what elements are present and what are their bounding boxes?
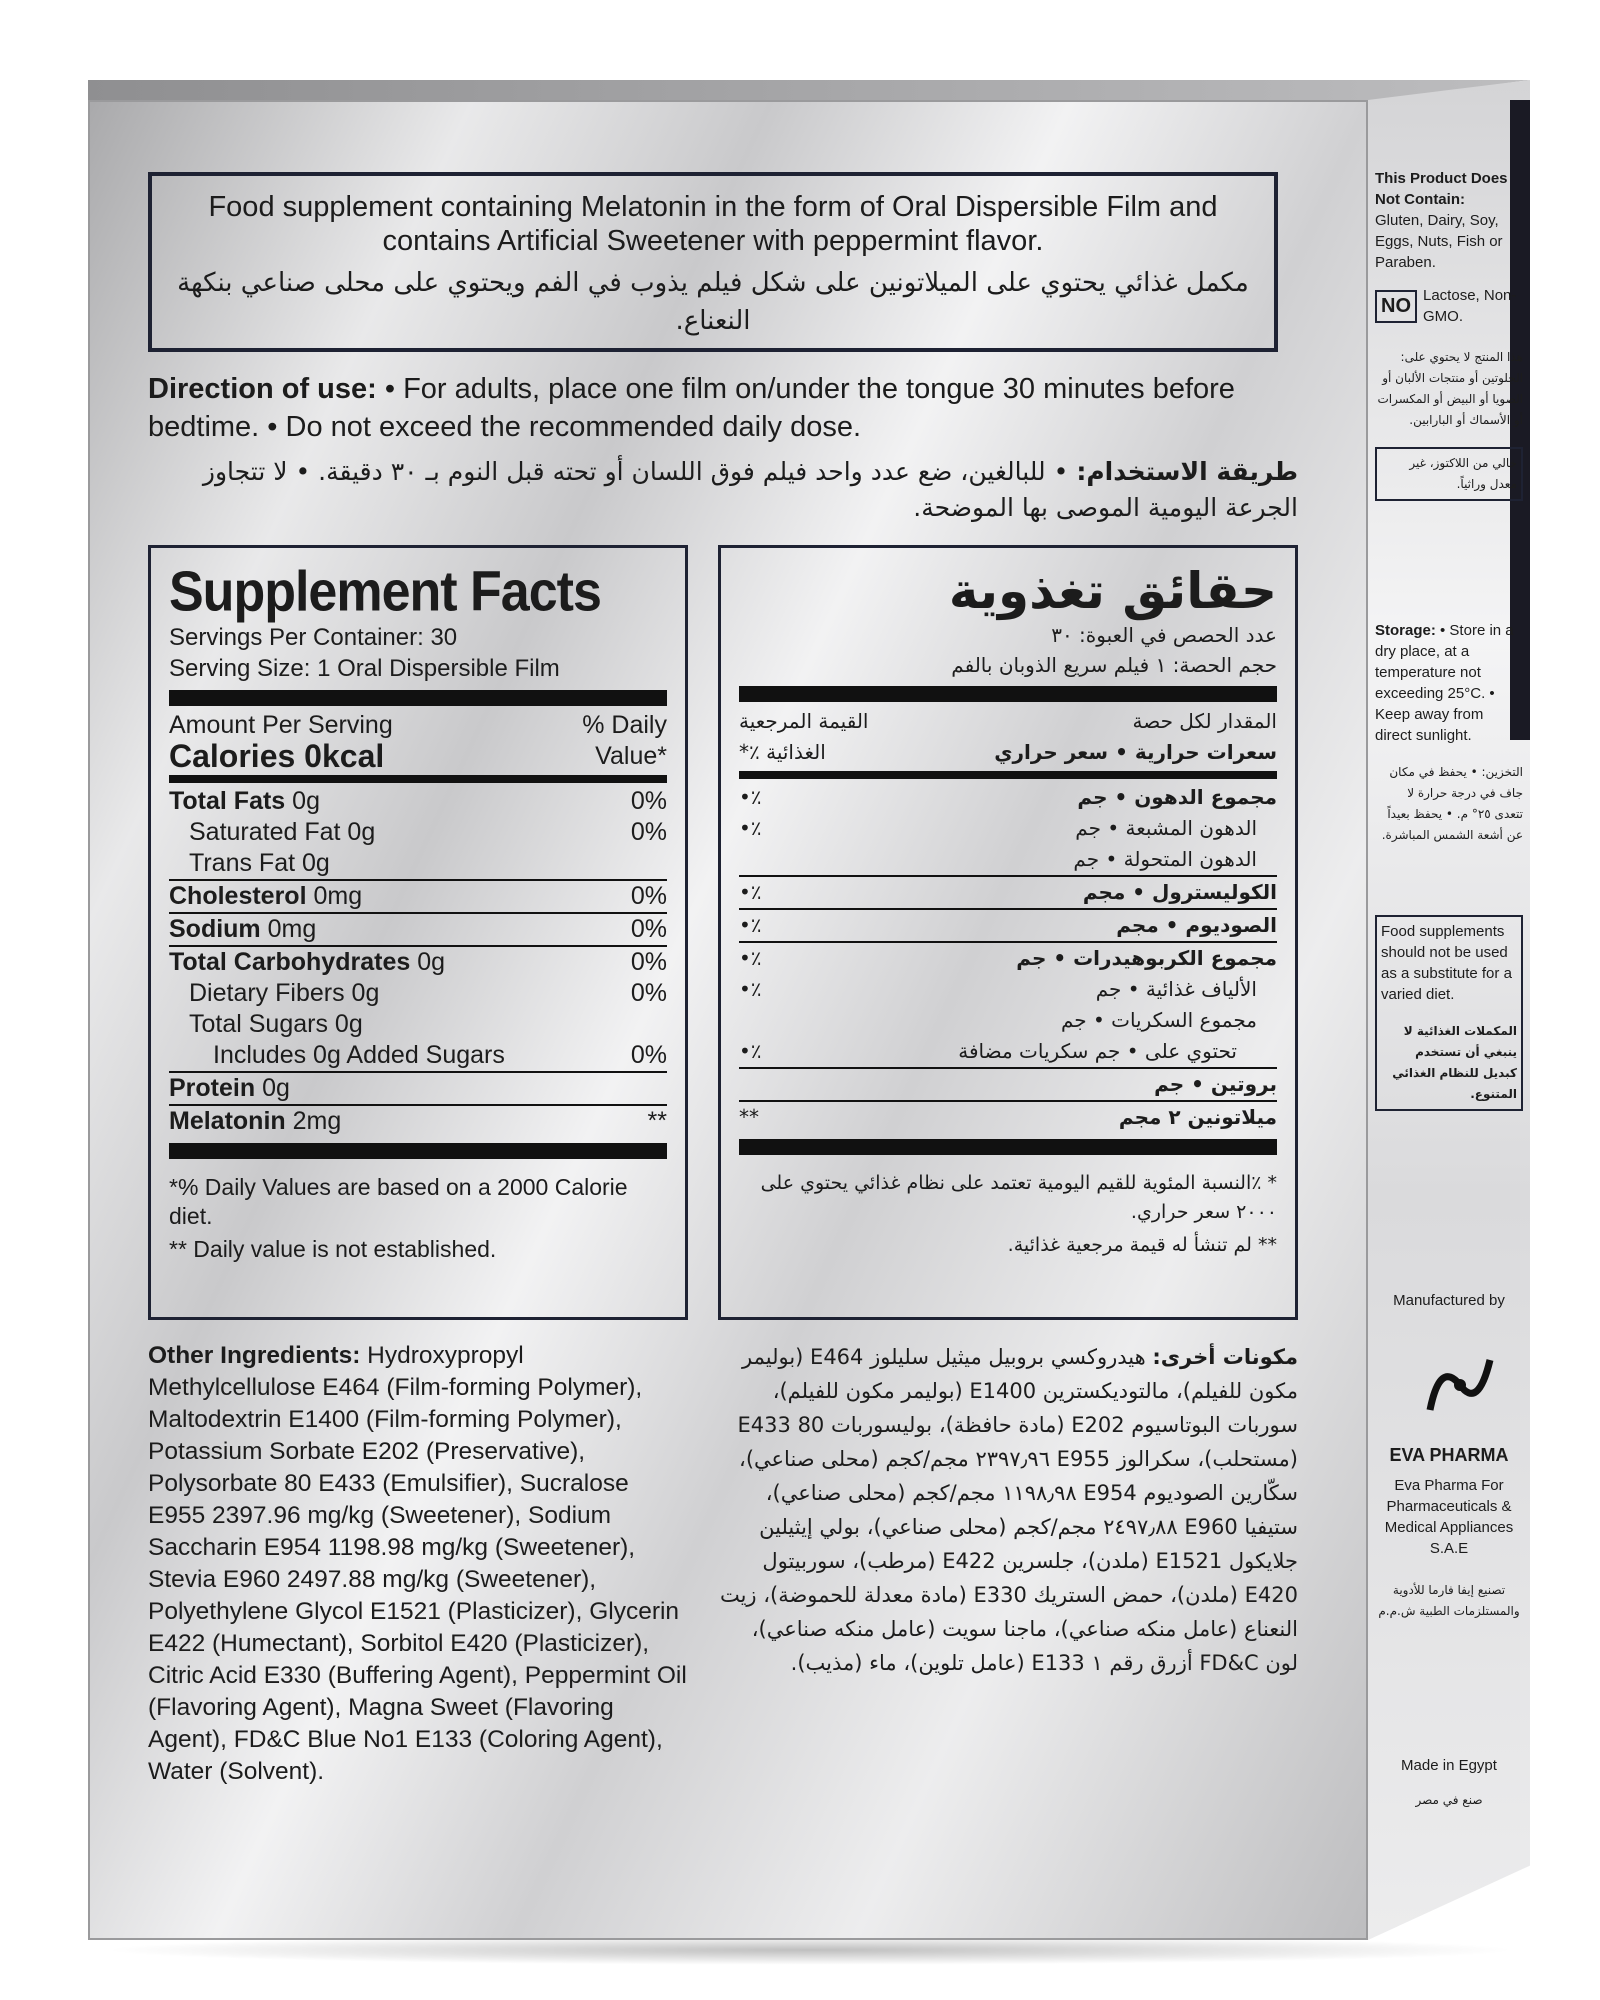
nutrient-dv-arabic: ** — [739, 1105, 759, 1129]
supplement-facts-title: Supplement Facts — [169, 560, 601, 624]
side-storage-info — [1375, 620, 1523, 846]
value-header: Value* — [595, 742, 667, 770]
other-ingredients-text: Hydroxypropyl Methylcellulose E464 (Film-forming Polymer), Maltodextrin E1400 (Film-forming Polymer), Potassium Sorbate E202 (Preservative), Polysorbate 80 E433 (Emulsifier), Sucralose E955 2397.96 mg/kg (Sweetener), Sodium Saccharin E954 1198.98 mg/kg (Sweetener), Stevia E960 2497.88 mg/kg (Sweetener), Polyethylene Glycol E1521 (Plasticizer), Glycerin E422 (Humectant), Sorbitol E420 (Plasticizer), Citric Acid E330 (Buffering Agent), Peppermint Oil (Flavoring Agent), Magna Sweet (Flavoring Agent), FD&C Blue No1 E133 (Coloring Agent), Water (Solvent). — [148, 1342, 687, 1785]
nutrient-dv-arabic: ٪• — [739, 1039, 762, 1063]
nutrition-row-arabic — [739, 1036, 1277, 1067]
footnote-arabic-1: * ٪النسبة المئوية للقيم اليومية تعتمد على نظام غذائي يحتوي على ٢٠٠٠ سعر حراري. — [760, 1172, 1277, 1223]
nutrient-amount: Total Sugars 0g — [189, 1010, 363, 1038]
no-badge: NO — [1375, 290, 1417, 323]
nutrient-amount: Saturated Fat 0g — [189, 818, 376, 846]
warning-arabic: المكملات الغذائية لا ينبغي أن تستخدم كبديل للنظام الغذائي المتنوع. — [1392, 1024, 1517, 1101]
nutrient-amount: 0g — [410, 948, 446, 976]
direction-label-ar: طريقة الاستخدام: — [1076, 457, 1298, 486]
nutrient-dv-arabic: ٪• — [739, 946, 762, 970]
reference-arabic: القيمة المرجعية — [739, 709, 869, 733]
storage-label: Storage: — [1375, 622, 1436, 639]
storage-text: • Store in a dry place, at a temperature not exceeding 25°C. • Keep away from direct sunlight. — [1375, 622, 1514, 744]
other-ingredients-arabic — [718, 1340, 1298, 1680]
nutrient-amount: Includes 0g Added Sugars — [213, 1041, 505, 1069]
nutrient-dv: 0% — [630, 818, 667, 846]
brand-name: EVA PHARMA — [1389, 1445, 1509, 1465]
nutrient-amount: 0mg — [306, 882, 363, 910]
lactose-arabic: خالي من اللاكتوز، غير معدل وراثياً. — [1375, 447, 1523, 501]
nutrition-row-arabic — [739, 1069, 1277, 1100]
nutrient-amount: 0mg — [260, 915, 317, 943]
intro-english: Food supplement containing Melatonin in the form of Oral Dispersible Film and contains Artificial Sweetener with peppermint flavor. — [208, 191, 1218, 257]
nutrient-name: Melatonin — [169, 1107, 286, 1135]
nutrient-dv-arabic: ٪• — [739, 880, 762, 904]
nutrition-row-arabic — [739, 1005, 1277, 1036]
company-name: Eva Pharma For Pharmaceuticals & Medical Appliances S.A.E — [1384, 1477, 1514, 1557]
side-allergen-info — [1375, 168, 1523, 501]
supplement-row — [169, 817, 667, 848]
nutrient-amount: Trans Fat 0g — [189, 849, 330, 877]
does-not-contain-label: This Product Does Not Contain: — [1375, 170, 1508, 208]
nutrient-dv: 0% — [630, 787, 667, 815]
nutrition-row-arabic — [739, 782, 1277, 813]
nutrient-name-arabic: الدهون المشبعة • جم — [1075, 816, 1257, 840]
reference2-arabic: الغذائية ٪* — [739, 740, 826, 764]
nutrient-dv-arabic: ٪• — [739, 913, 762, 937]
intro-arabic: مكمل غذائي يحتوي على الميلاتونين على شكل فيلم يذوب في الفم ويحتوي على محلى صناعي بنكهة النعناع. — [177, 268, 1249, 336]
company-name-arabic: تصنيع إيفا فارما للأدوية والمستلزمات الطبية ش.م.م — [1378, 1583, 1520, 1618]
storage-arabic: التخزين: • يحفظ في مكان جاف في درجة حرارة لا تتعدى ٢٥° م. • يحفظ بعيداً عن أشعة الشمس المباشرة. — [1381, 765, 1523, 842]
supplement-row — [169, 1040, 667, 1071]
nutrition-row-arabic — [739, 877, 1277, 908]
nutrient-name-arabic: مجموع السكريات • جم — [1060, 1008, 1257, 1032]
nutrient-dv: 0% — [630, 882, 667, 910]
direction-text: • For adults, place one film on/under the tongue 30 minutes before bedtime. • Do not exceed the recommended daily dose. — [148, 373, 1235, 443]
nutrition-facts-arabic-panel — [718, 545, 1298, 1320]
nutrition-rows-arabic — [739, 782, 1277, 1133]
other-ingredients-label: Other Ingredients: — [148, 1342, 361, 1369]
supplement-rows — [169, 786, 667, 1137]
nutrition-row-arabic — [739, 910, 1277, 941]
other-ingredients — [148, 1340, 688, 1788]
nutrition-facts-arabic-title: حقائق تغذوية — [948, 562, 1277, 620]
manufactured-by: Manufactured by — [1393, 1292, 1505, 1309]
supplement-row — [169, 1106, 667, 1137]
amount-per-arabic: المقدار لكل حصة — [1132, 709, 1277, 733]
supplement-row — [169, 881, 667, 912]
other-ingredients-label-ar: مكونات أخرى: — [1152, 1345, 1298, 1369]
supplement-row — [169, 1073, 667, 1104]
made-in-egypt: Made in Egypt — [1401, 1757, 1497, 1774]
nutrient-name-arabic: الدهون المتحولة • جم — [1073, 847, 1257, 871]
nutrient-dv-arabic: ٪• — [739, 785, 762, 809]
nutrition-row-arabic — [739, 974, 1277, 1005]
nutrition-row-arabic — [739, 1102, 1277, 1133]
nutrient-amount: 2mg — [285, 1107, 342, 1135]
supplement-row — [169, 978, 667, 1009]
footnote-arabic-2: ** لم تنشأ له قيمة مرجعية غذائية. — [1007, 1234, 1277, 1256]
calories-arabic: سعرات حرارية • سعر حراري — [994, 740, 1277, 764]
nutrient-name: Protein — [169, 1074, 256, 1102]
nutrient-name-arabic: بروتين • جم — [1154, 1072, 1277, 1096]
lactose-text: Lactose, Non-GMO. — [1423, 287, 1517, 325]
nutrient-amount: 0g — [285, 787, 320, 815]
direction-label: Direction of use: — [148, 373, 377, 405]
servings-per-container: Servings Per Container: 30 — [169, 624, 458, 651]
nutrient-name-arabic: مجموع الكربوهيدرات • جم — [1016, 946, 1277, 970]
side-warning — [1375, 915, 1523, 1111]
supplement-row — [169, 1009, 667, 1040]
nutrient-name-arabic: ميلاتونين ٢ مجم — [1118, 1105, 1277, 1129]
direction-text-ar: • للبالغين، ضع عدد واحد فيلم فوق اللسان أو تحته قبل النوم بـ ٣٠ دقيقة. • لا تتجاوز الجرعة اليومية الموصى بها الموضحة. — [202, 457, 1298, 522]
nutrient-amount: Dietary Fibers 0g — [189, 979, 380, 1007]
nutrition-row-arabic — [739, 844, 1277, 875]
nutrient-name-arabic: مجموع الدهون • جم — [1077, 785, 1277, 809]
daily-header: % Daily — [582, 711, 667, 739]
amount-per-serving: Amount Per Serving — [169, 711, 393, 739]
divider-thick-bottom — [169, 1143, 667, 1159]
other-ingredients-text-ar: هيدروكسي بروبيل ميثيل سليلوز E464 (بوليمر مكون للفيلم)، مالتوديكسترين E1400 (بوليمر مكون للفيلم)، سوربات البوتاسيوم E202 (مادة حافظة)، بوليسوربات 80 E433 (مستحلب)، سكرالوز E955 ٢٣٩٧٫٩٦ مجم/كجم (محلى صناعي)، سكّارين الصوديوم E954 ١١٩٨٫٩٨ مجم/كجم (محلى صناعي)، ستيفيا E960 ٢٤٩٧٫٨٨ مجم/كجم (محلى صناعي)، بولي إيثيلين جلايكول E1521 (ملدن)، جلسرين E422 (مرطب)، سوربيتول E420 (ملدن)، حمض الستريك E330 (مادة معدلة للحموضة)، زيت النعناع (عامل منكه صناعي)، ماجنا سويت (عامل منكه صناعي)، لون FD&C أزرق رقم ١ E133 (عامل تلوين)، ماء (مذيب). — [719, 1345, 1298, 1675]
calories: Calories 0kcal — [169, 738, 385, 774]
supplement-row — [169, 848, 667, 879]
box-top-face — [88, 80, 1530, 102]
nutrient-dv: ** — [647, 1107, 667, 1135]
serving-size: Serving Size: 1 Oral Dispersible Film — [169, 655, 560, 682]
nutrition-row-arabic — [739, 943, 1277, 974]
nutrient-name-arabic: الصوديوم • مجم — [1116, 913, 1277, 937]
servings-arabic: عدد الحصص في العبوة: ٣٠ — [1051, 623, 1277, 647]
footnote-daily-values: *% Daily Values are based on a 2000 Calorie diet. — [169, 1174, 628, 1229]
nutrient-dv: 0% — [630, 915, 667, 943]
divider-medium — [169, 775, 667, 783]
made-in-egypt-arabic: صنع في مصر — [1415, 1793, 1483, 1807]
divider-thick — [169, 690, 667, 706]
nutrient-name: Sodium — [169, 915, 261, 943]
nutrient-name-arabic: الألياف غذائية • جم — [1095, 977, 1257, 1001]
supplement-row — [169, 914, 667, 945]
nutrient-dv-arabic: ٪• — [739, 977, 762, 1001]
does-not-contain-list: Gluten, Dairy, Soy, Eggs, Nuts, Fish or Paraben. — [1375, 212, 1503, 271]
nutrient-name: Cholesterol — [169, 882, 307, 910]
supplement-facts-panel — [148, 545, 688, 1320]
nutrient-name-arabic: الكوليسترول • مجم — [1082, 880, 1277, 904]
warning-text: Food supplements should not be used as a substitute for a varied diet. — [1381, 923, 1512, 1003]
nutrient-amount: 0g — [255, 1074, 290, 1102]
supplement-row — [169, 786, 667, 817]
nutrient-dv: 0% — [630, 1041, 667, 1069]
nutrition-row-arabic — [739, 813, 1277, 844]
serving-size-arabic: حجم الحصة: ١ فيلم سريع الذوبان بالفم — [951, 653, 1277, 677]
nutrient-name-arabic: تحتوي على • جم سكريات مضافة — [958, 1039, 1237, 1063]
nutrient-dv: 0% — [630, 979, 667, 1007]
nutrient-dv-arabic: ٪• — [739, 816, 762, 840]
nutrient-name: Total Carbohydrates — [169, 948, 411, 976]
intro-box — [148, 172, 1278, 352]
nutrient-name: Total Fats — [169, 787, 286, 815]
supplement-row — [169, 947, 667, 978]
eva-pharma-logo — [1420, 1340, 1500, 1430]
footnote-not-established: ** Daily value is not established. — [169, 1236, 497, 1262]
does-not-contain-arabic: هذا المنتج لا يحتوي على: الجلوتين أو منتجات الألبان أو الصويا أو البيض أو المكسرات أو الأسماك أو البارابين. — [1377, 350, 1523, 427]
nutrient-dv: 0% — [630, 948, 667, 976]
direction-of-use — [148, 370, 1298, 526]
